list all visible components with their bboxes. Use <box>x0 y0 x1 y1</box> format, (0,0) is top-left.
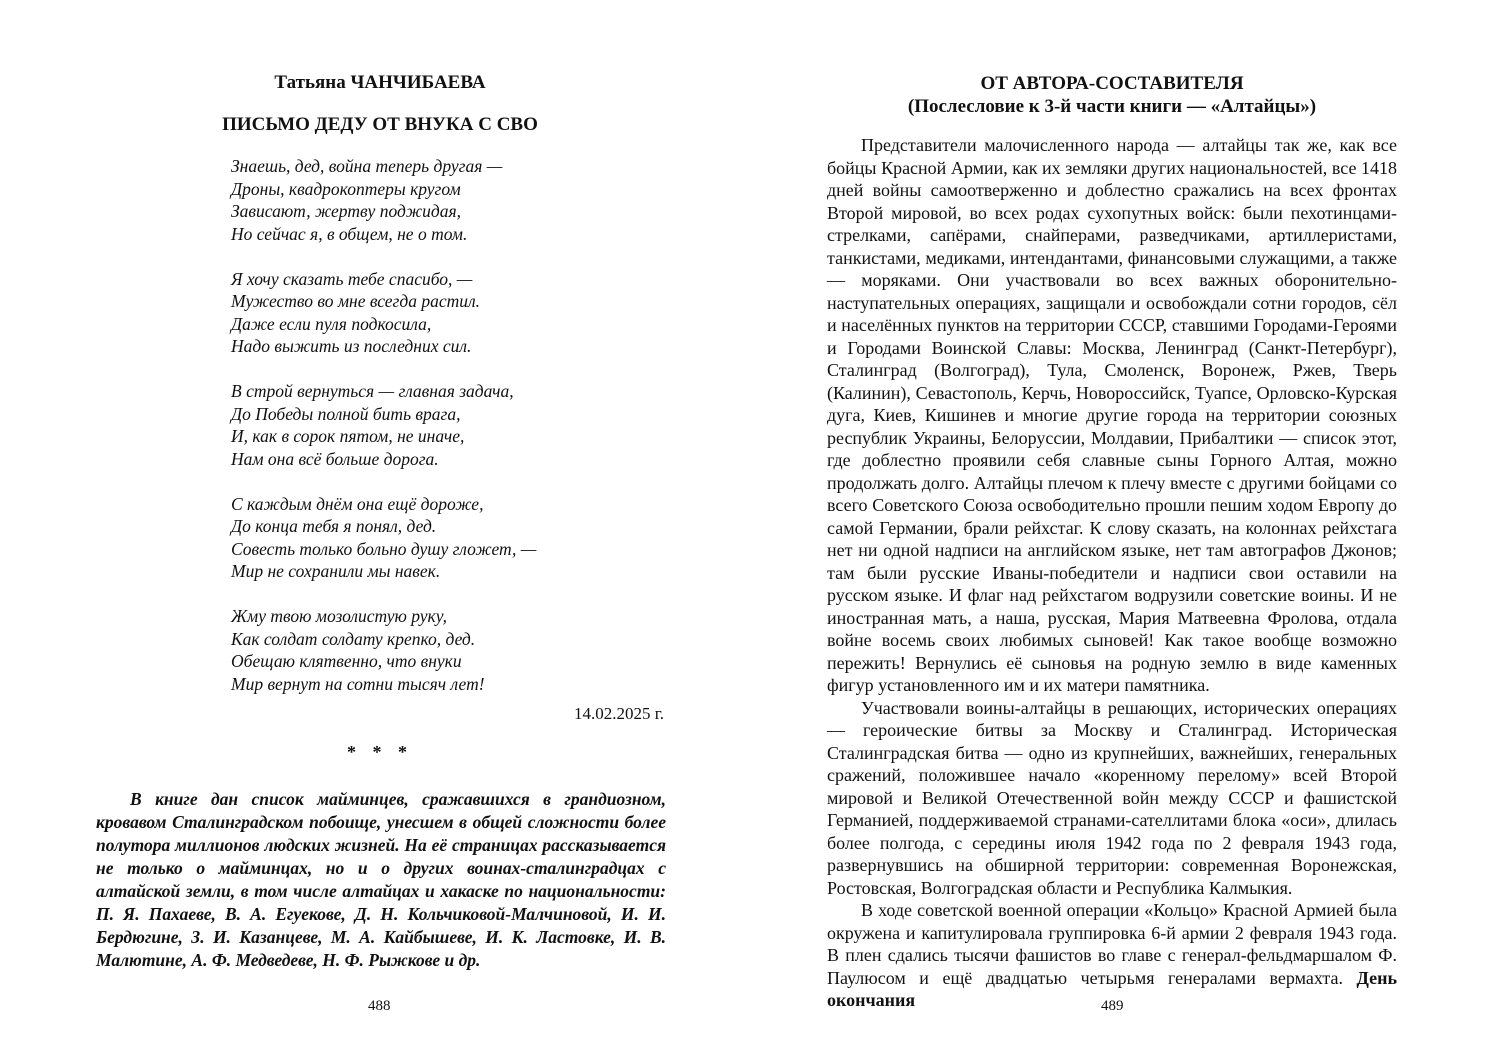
section-subtitle: (Послесловие к 3-й части книги — «Алтайцы») <box>907 96 1317 117</box>
poem-line: Дроны, квадрокоптеры кругом <box>231 178 461 199</box>
bold-continuation: День окончания <box>827 967 1398 1010</box>
poem-line: И, как в сорок пятом, не иначе, <box>231 426 465 446</box>
poem-line: Обещаю клятвенно, что внуки <box>231 651 462 671</box>
stanza <box>231 493 671 583</box>
paragraph: Представители малочисленного народа — алтайцы так же, как все бойцы Красной Армии, как их земляки других национальностей, все 1418 дней войны самоотверженно и доблестно сражались на всех фронтах Второй мировой, во всех родах сухопутных войск: были пехотинцами-стрелками, сапёрами, снайперами, разведчиками, артиллеристами, танкистами, медиками, интендантами, финансовыми служащими, а также — моряками. Они участвовали во всех важных оборонительно-наступательных операциях, защищали и освобождали сотни городов, сёл и населённых пунктов на территории СССР, ставшими Городами-Героями и Городами Воинской Славы: Москва, Ленинград (Санкт-Петербург), Сталинград (Волгоград), Тула, Смоленск, Воронеж, Ржев, Тверь (Калинин), Севастополь, Керчь, Новороссийск, Туапсе, Орловско-Курская дуга, Киев, Кишинев и многие другие города на территории союзных республик Украины, Белоруссии, Молдавии, Прибалтики — список этот, где доблестно проявили себя славные сыны Горного Алтая, можно продолжать долго. Алтайцы плечом к плечу вместе с другими бойцами со всего Советского Союза освободительно прошли пешим ходом Европу до самой Германии, брали рейхстаг. К слову сказать, на колоннах рейхстага нет ни одной надписи на английском языке, нет там автографов Джонов; там были русские Иваны-победители и надписи свои оставили на русском языке. И флаг над рейхстагом водрузили советские воины. И не иностранная мать, а наша, русская, Мария Матвеевна Фролова, отдала войне восемь своих любимых сыновей! Как такое вообще возможно пережить! Вернулись её сыновья на родную землю в виде каменных фигур установленного им и их матери памятника. <box>827 135 1397 695</box>
section-title: ОТ АВТОРА-СОСТАВИТЕЛЯ <box>980 73 1244 94</box>
page-number: 488 <box>368 998 391 1014</box>
poem-line: С каждым днём она ещё дороже, <box>231 493 484 514</box>
stanza <box>231 605 671 695</box>
poem-line: Совесть только больно душу гложет, — <box>231 538 537 559</box>
poem-line: До Победы полной бить врага, <box>231 403 461 424</box>
paragraph: Участвовали воины-алтайцы в решающих, исторических операциях — героические битвы за Москву и Сталинград. Историческая Сталинградская битва — одно из крупнейших, важнейших, генеральных сражений, положившее начало «коренному перелому» всей Второй мировой и Великой Отечественной войн между СССР и фашистской Германией, поддерживаемой странами-сателлитами блока «оси», длилась более полгода, с середины июля 1942 года по 2 февраля 1943 года, развернувшись на обширной территории: современная Воронежская, Ростовская, Волгоградская области и Республика Калмыкия. <box>827 697 1397 898</box>
afterword-text <box>827 134 1397 1012</box>
poem-line: Жму твою мозолистую руку, <box>231 606 447 626</box>
poem-line: Мир вернут на сотни тысяч лет! <box>231 673 485 694</box>
stanza <box>231 268 671 358</box>
right-page <box>746 0 1492 1058</box>
page-number: 489 <box>1101 998 1124 1014</box>
poem-line: Знаешь, дед, война теперь другая — <box>231 156 503 176</box>
poem-line: Но сейчас я, в общем, не о том. <box>231 223 468 244</box>
poem-line: Мир не сохранили мы навек. <box>231 561 441 581</box>
book-note: В книге дан список майминцев, сражавшихся в грандиозном, кровавом Сталинградском побоище, унесшем в общей сложности более полутора миллионов людских жизней. На её страницах рассказывается не только о майминцах, но и о других воинах-сталинградцах с алтайской земли, в том числе алтайцах и хакаске по национальности: П. Я. Пахаеве, В. А. Егуекове, Д. Н. Кольчиковой-Малчиновой, И. И. Бердюгине, З. И. Казанцеве, М. А. Кайбышеве, И. К. Ластовке, И. В. Малютине, А. Ф. Медведеве, Н. Ф. Рыжкове и др. <box>96 789 666 970</box>
paragraph <box>827 899 1397 1012</box>
poem-line: До конца тебя я понял, дед. <box>231 516 437 536</box>
poem-date: 14.02.2025 г. <box>573 704 664 723</box>
poem-line: Мужество во мне всегда растил. <box>231 291 481 311</box>
poem-title: ПИСЬМО ДЕДУ ОТ ВНУКА С СВО <box>222 114 538 135</box>
poem-line: Как солдат солдату крепко, дед. <box>231 628 476 649</box>
poem-line: В строй вернуться — главная задача, <box>231 381 514 401</box>
poem-line: Нам она всё больше дорога. <box>231 448 439 469</box>
author-name: Татьяна ЧАНЧИБАЕВА <box>274 72 486 93</box>
stanza <box>231 155 671 245</box>
poem-line: Надо выжить из последних сил. <box>231 336 472 356</box>
section-separator: * * * <box>347 742 413 762</box>
poem <box>231 155 671 718</box>
poem-line: Я хочу сказать тебе спасибо, — <box>231 268 473 289</box>
stanza <box>231 380 671 470</box>
poem-line: Даже если пуля подкосила, <box>231 313 432 334</box>
poem-line: Зависают, жертву поджидая, <box>231 201 461 221</box>
paragraph-text: В ходе советской военной операции «Кольцо» Красной Армией была окружена и капитулировала группировка 6-й армии 2 февраля 1943 года. В плен сдались тысячи фашистов во главе с генерал-фельдмаршалом Ф. Паулюсом и ещё двадцатью четырьмя генералами вермахта. <box>827 900 1397 988</box>
